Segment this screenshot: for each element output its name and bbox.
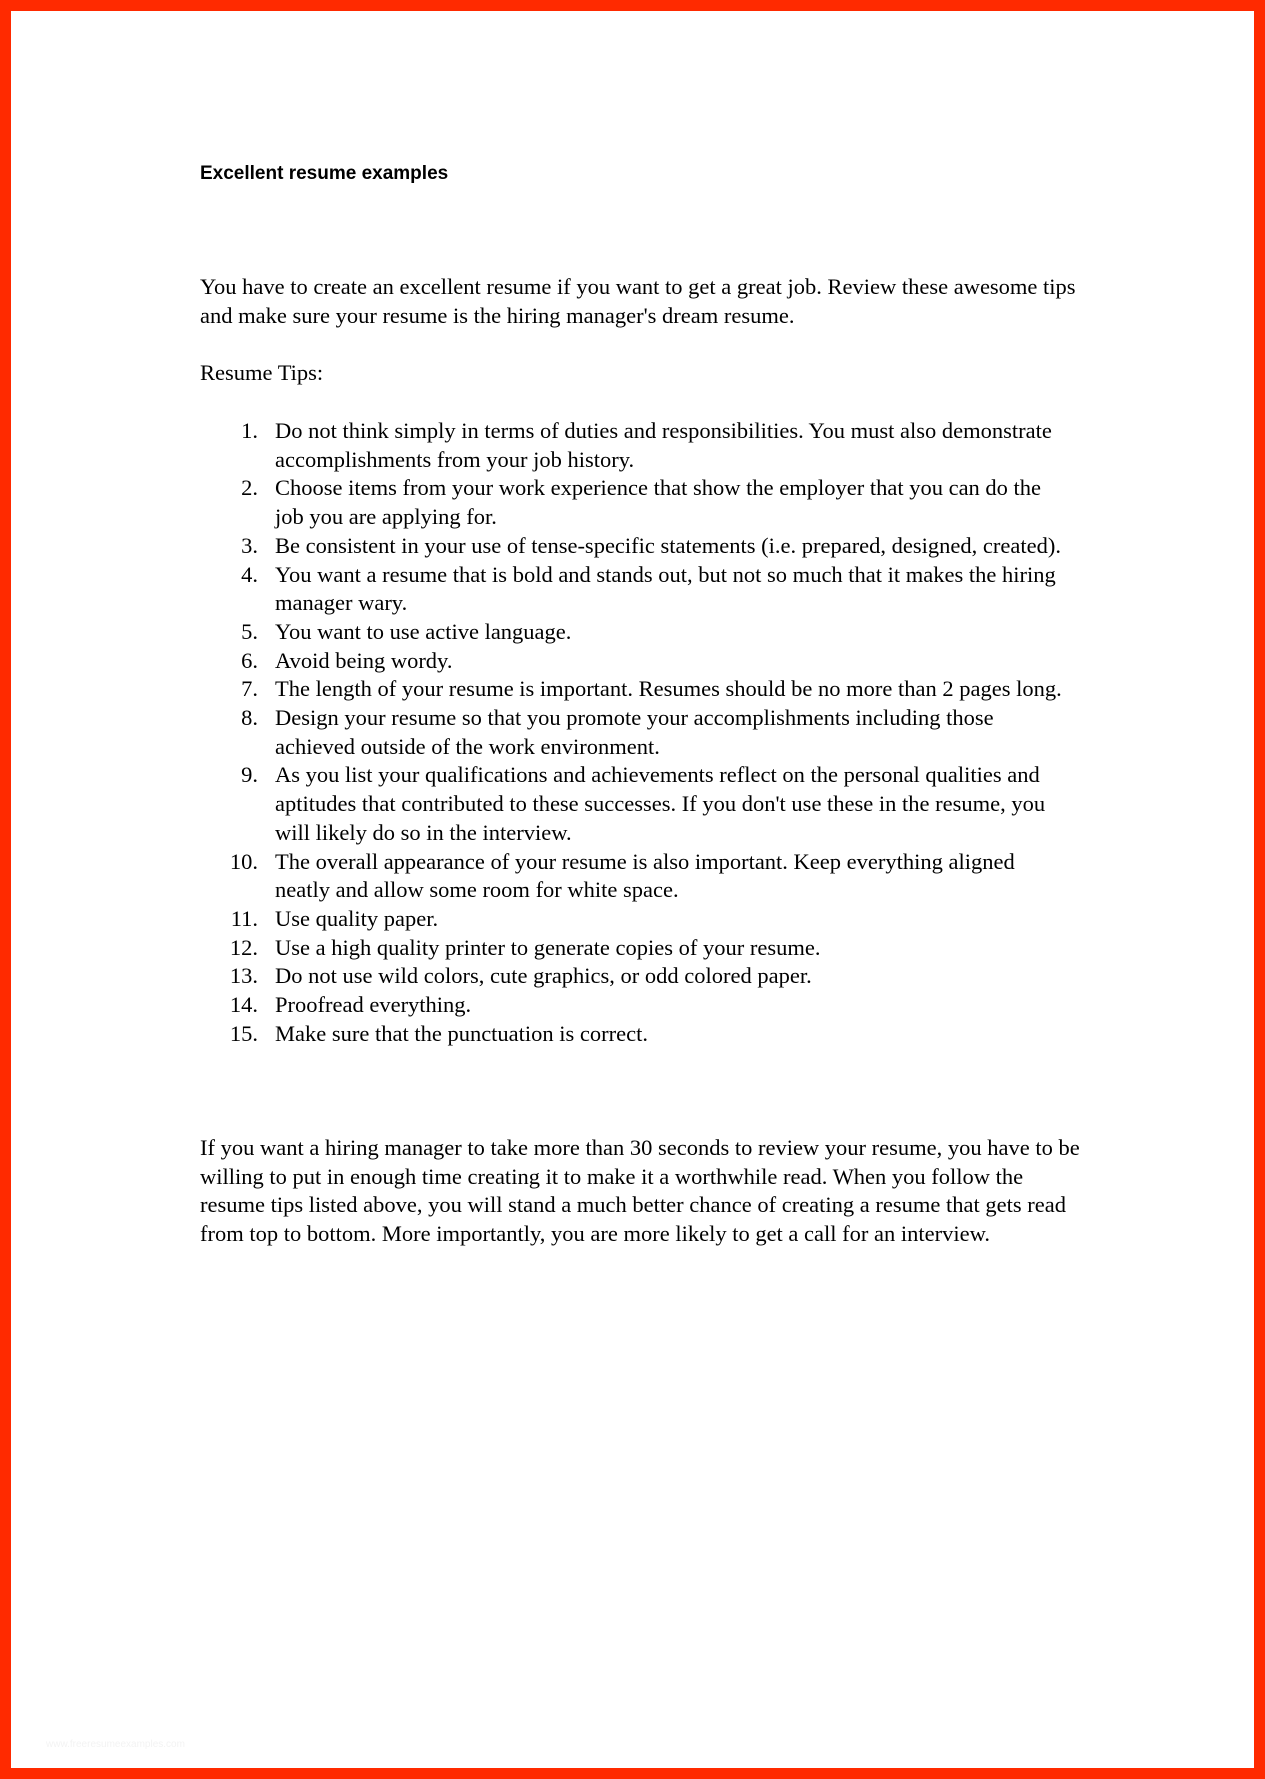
tip-text: Do not use wild colors, cute graphics, or odd colored paper. <box>275 963 812 989</box>
tip-item <box>200 647 1065 676</box>
tip-text: Avoid being wordy. <box>275 647 453 673</box>
tip-number: 14. <box>229 992 258 1018</box>
tip-item <box>200 561 1065 618</box>
tip-text: Do not think simply in terms of duties and responsibilities. You must also demonstrate accomplishments from your job history. <box>275 418 1052 472</box>
tip-number: 9. <box>241 762 258 788</box>
tip-item <box>200 934 1065 963</box>
tip-item <box>200 991 1065 1020</box>
tip-number: 1. <box>241 418 258 443</box>
tip-number: 10. <box>229 848 258 874</box>
tip-number: 8. <box>241 705 258 731</box>
tip-text: Choose items from your work experience that show the employer that you can do the job you are applying for. <box>275 475 1042 530</box>
tip-item <box>200 1020 1065 1049</box>
tip-item <box>200 962 1065 991</box>
tip-item <box>200 848 1065 905</box>
intro-paragraph: You have to create an excellent resume if you want to get a great job. Review these awesome tips and make sure your resume is the hiring manager's dream resume. <box>200 274 1076 328</box>
tip-number: 2. <box>241 475 258 501</box>
tip-item <box>200 532 1065 561</box>
tips-heading: Resume Tips: <box>200 360 324 385</box>
tip-item <box>200 417 1065 474</box>
tip-text: Design your resume so that you promote your accomplishments including those achieved outside of the work environment. <box>275 705 994 759</box>
tip-text: You want a resume that is bold and stands out, but not so much that it makes the hiring manager wary. <box>275 561 1056 616</box>
tip-text: Use a high quality printer to generate copies of your resume. <box>275 934 821 960</box>
tip-number: 12. <box>229 934 258 960</box>
tip-item <box>200 675 1065 704</box>
tip-number: 13. <box>229 963 258 989</box>
tip-number: 11. <box>230 905 258 931</box>
tips-list <box>200 417 1100 1048</box>
tip-text: Make sure that the punctuation is correct. <box>275 1020 648 1046</box>
tip-item <box>200 761 1065 847</box>
tip-item <box>200 905 1065 934</box>
tip-item <box>200 704 1065 761</box>
tip-item <box>200 474 1065 531</box>
tip-number: 5. <box>241 618 258 644</box>
tip-text: Be consistent in your use of tense-specific statements (i.e. prepared, designed, created). <box>275 532 1061 558</box>
tip-text: Use quality paper. <box>275 905 439 931</box>
tip-number: 6. <box>241 647 258 673</box>
tip-text: The length of your resume is important. Resumes should be no more than 2 pages long. <box>275 676 1062 702</box>
tip-text: As you list your qualifications and achievements reflect on the personal qualities and aptitudes that contributed to these successes. If you don't use these in the resume, you will likely do so in the interview. <box>275 762 1046 845</box>
tip-text: You want to use active language. <box>275 618 572 644</box>
tip-number: 4. <box>241 561 258 587</box>
tip-number: 7. <box>241 676 258 702</box>
watermark: www.freeresumeexamples.com <box>46 1739 185 1750</box>
tip-number: 3. <box>241 532 258 558</box>
tip-number: 15. <box>229 1020 258 1046</box>
tip-text: The overall appearance of your resume is also important. Keep everything aligned neatly and allow some room for white space. <box>275 848 1015 903</box>
tip-text: Proofread everything. <box>275 992 472 1018</box>
document-title: Excellent resume examples <box>200 163 449 184</box>
closing-paragraph: If you want a hiring manager to take more than 30 seconds to review your resume, you have to be willing to put in enough time creating it to make it a worthwhile read. When you follow the resume tips listed above, you will stand a much better chance of creating a resume that gets read from top to bottom. More importantly, you are more likely to get a call for an interview. <box>200 1135 1080 1247</box>
tip-item <box>200 618 1065 647</box>
